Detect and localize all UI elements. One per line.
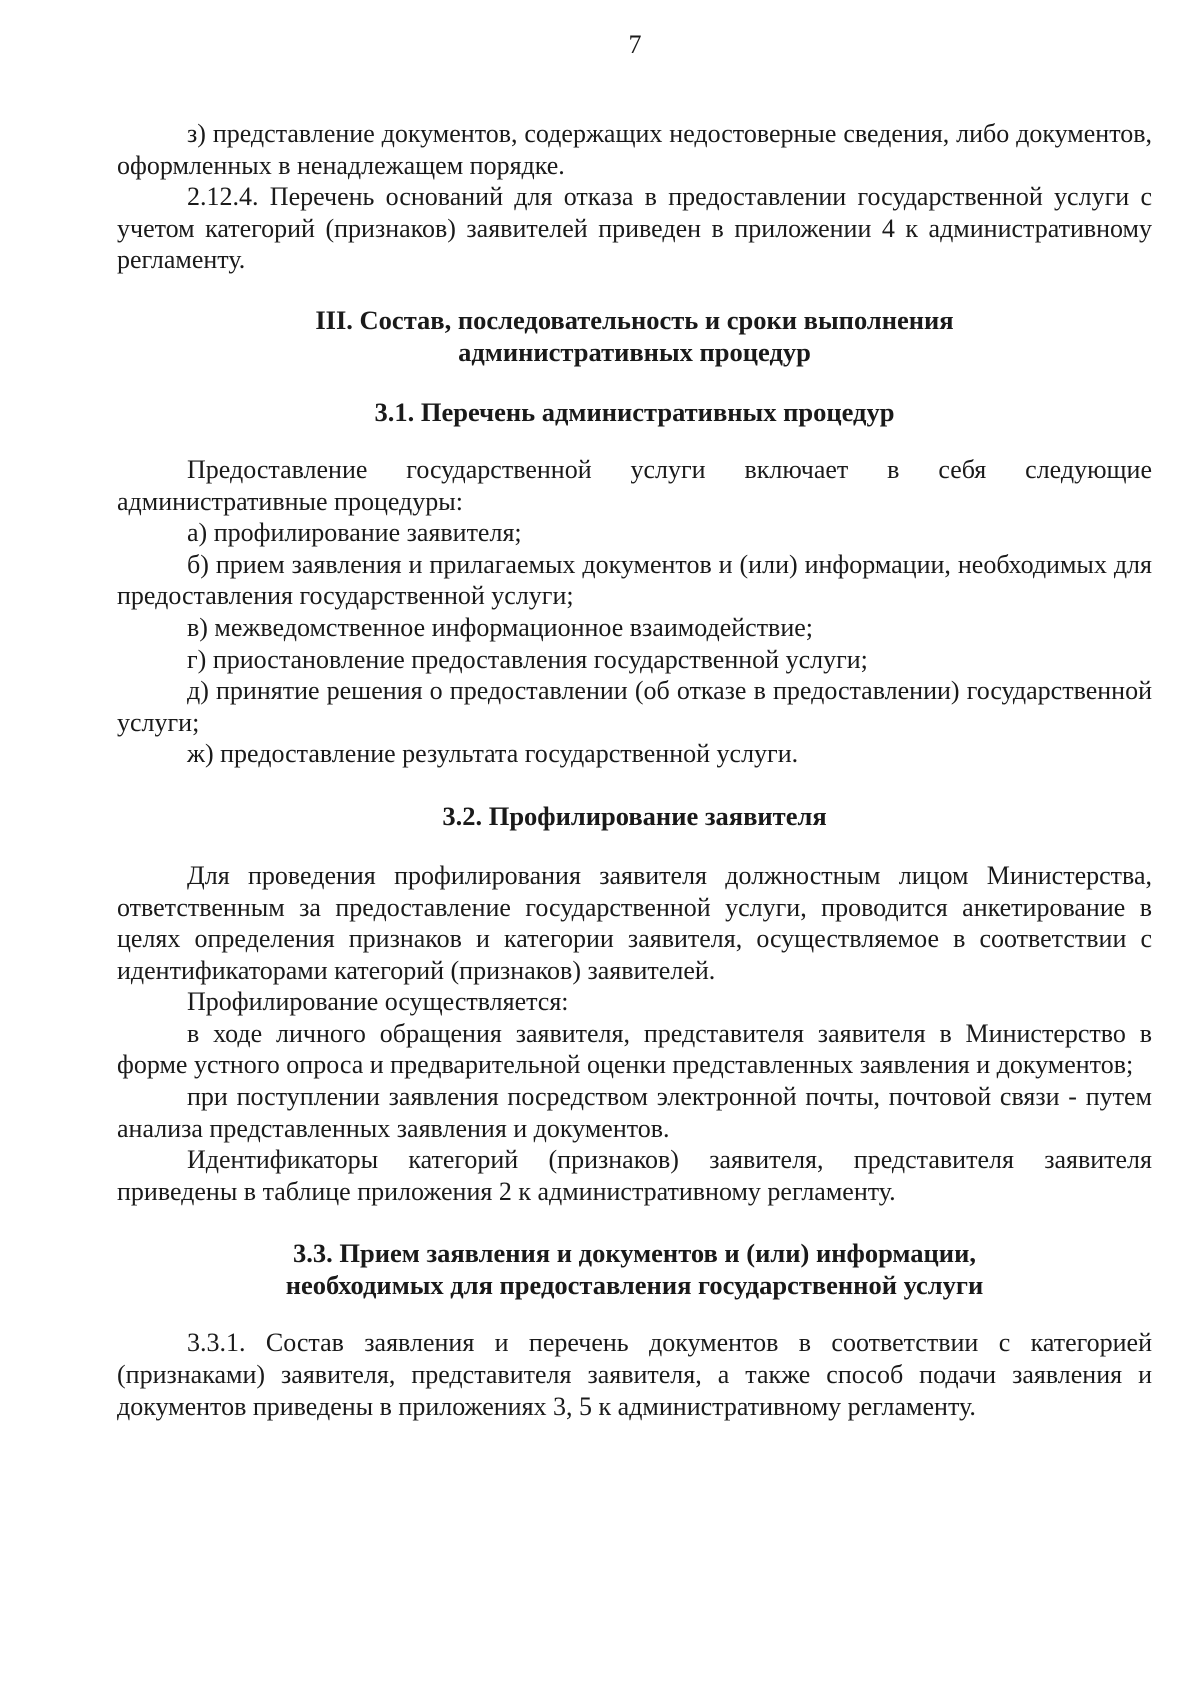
paragraph-3-2-1: Для проведения профилирования заявителя должностным лицом Министерства, ответственным за предоставление государственной услуги, проводится анкетирование в целях определения признаков и категории заявителя, осуществляемое в соответствии с идентификаторами категорий (признаков) заявителей. bbox=[117, 860, 1152, 985]
list-item-b: б) прием заявления и прилагаемых документов и (или) информации, необходимых для предоставления государственной услуги; bbox=[117, 549, 1152, 611]
list-item-a: а) профилирование заявителя; bbox=[187, 518, 522, 548]
paragraph-3-3-1: 3.3.1. Состав заявления и перечень документов в соответствии с категорией (признаками) заявителя, представителя заявителя, а также способ подачи заявления и документов приведены в приложениях 3, 5 к административному регламенту. bbox=[117, 1328, 1152, 1421]
subsection-3-3-title bbox=[117, 1237, 1152, 1301]
paragraph-3-2-2: Профилирование осуществляется: bbox=[187, 987, 569, 1017]
paragraph-z: з) представление документов, содержащих недостоверные сведения, либо документов, оформленных в ненадлежащем порядке. bbox=[117, 119, 1152, 180]
section-title-line-2: административных процедур bbox=[458, 336, 811, 367]
list-item-zh: ж) предоставление результата государственной услуги. bbox=[187, 739, 799, 769]
subsection-3-3-title-line-2: необходимых для предоставления государственной услуги bbox=[285, 1270, 984, 1301]
paragraph-3-2-4: при поступлении заявления посредством электронной почты, почтовой связи - путем анализа представленных заявления и документов. bbox=[117, 1082, 1152, 1143]
subsection-3-3-title-line-1: 3.3. Прием заявления и документов и (или) информации, bbox=[293, 1238, 976, 1269]
page-number: 7 bbox=[628, 30, 642, 59]
list-item-d: д) принятие решения о предоставлении (об отказе в предоставлении) государственной услуги; bbox=[117, 676, 1152, 737]
list-item-v: в) межведомственное информационное взаимодействие; bbox=[187, 612, 814, 642]
paragraph-3-1-intro: Предоставление государственной услуги включает в себя следующие административные процедуры: bbox=[117, 454, 1152, 516]
document-body bbox=[117, 118, 1152, 1422]
section-title-line-1: III. Состав, последовательность и сроки выполнения bbox=[315, 304, 954, 335]
subsection-3-1-title: 3.1. Перечень административных процедур bbox=[374, 396, 895, 427]
section-title bbox=[117, 304, 1152, 368]
list-item-g: г) приостановление предоставления государственной услуги; bbox=[187, 644, 868, 674]
paragraph-3-2-3: в ходе личного обращения заявителя, представителя заявителя в Министерство в форме устного опроса и предварительной оценки представленных заявления и документов; bbox=[117, 1018, 1152, 1080]
paragraph-2-12-4: 2.12.4. Перечень оснований для отказа в предоставлении государственной услуги с учетом категорий (признаков) заявителей приведен в приложении 4 к административному регламенту. bbox=[117, 182, 1152, 275]
subsection-3-2-title: 3.2. Профилирование заявителя bbox=[442, 800, 827, 831]
paragraph-3-2-5: Идентификаторы категорий (признаков) заявителя, представителя заявителя приведены в таблице приложения 2 к административному регламенту. bbox=[117, 1145, 1152, 1206]
